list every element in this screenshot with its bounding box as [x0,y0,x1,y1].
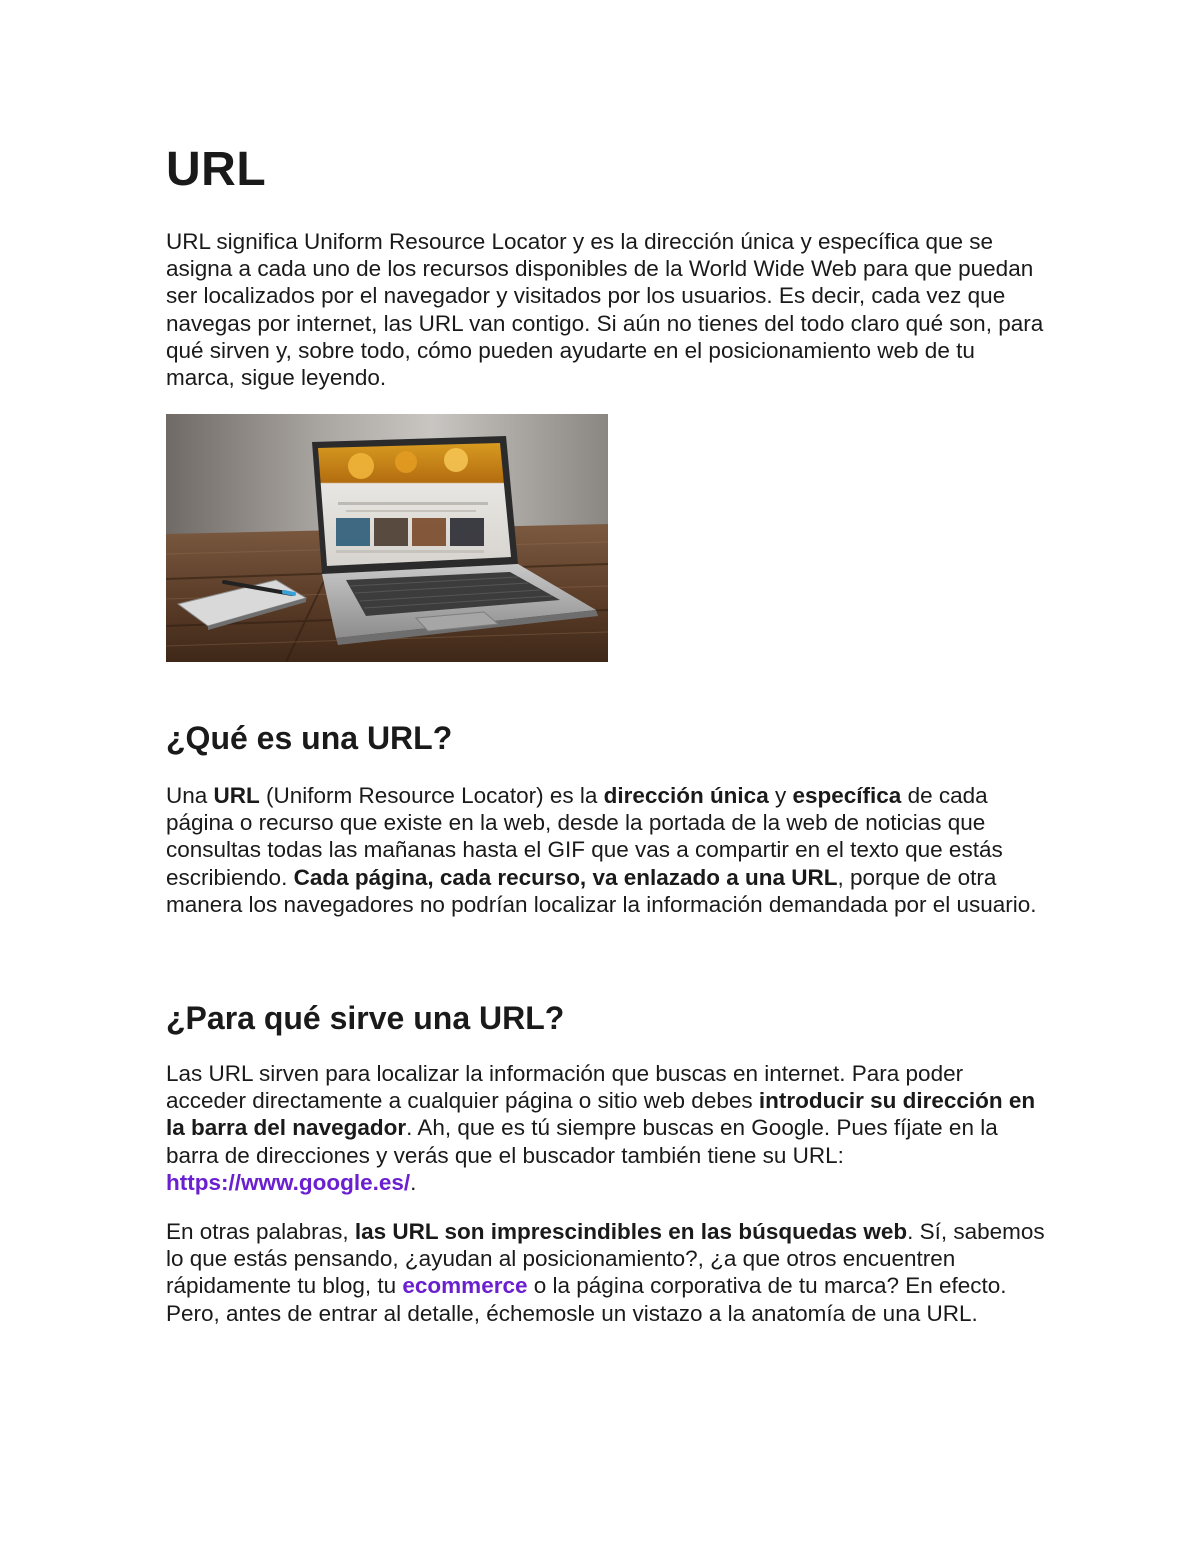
google-link[interactable]: https://www.google.es/ [166,1169,411,1195]
bold-text: las URL son imprescindibles en las búsquedas web [354,1219,908,1244]
bold-text: introducir su dirección en la barra del navegador [166,1088,1036,1141]
text-run: y [768,783,793,808]
text-run: En otras palabras, [166,1219,355,1244]
section2-paragraph-2 [166,1218,1046,1327]
text-run: o la página corporativa de tu marca? En efecto. Pero, antes de entrar al detalle, échemosle un vistazo a la anatomía de una URL. [166,1273,1007,1326]
text-run: , porque de otra manera los navegadores no podrían localizar la información demandada por el usuario. [166,864,1037,917]
ecommerce-link[interactable]: ecommerce [402,1273,528,1299]
section2-paragraph-1 [166,1060,1046,1196]
bold-text: específica [792,783,902,808]
text-run: Una [166,783,214,808]
section-heading-what-for: ¿Para qué sirve una URL? [166,1000,565,1036]
bold-text: Cada página, cada recurso, va enlazado a una URL [293,864,838,890]
text-run: (Uniform Resource Locator) es la [259,783,604,808]
text-run: de cada página o recurso que existe en la web, desde la portada de la web de noticias que consultas todas las mañanas hasta el GIF que vas a compartir en el texto que estás escribiendo. [166,783,1003,890]
text-run: . [410,1169,417,1195]
laptop-photo [166,414,608,662]
section-heading-what-is-url: ¿Qué es una URL? [166,720,453,756]
page-title: URL [166,143,267,196]
text-run: Las URL sirven para localizar la información que buscas en internet. Para poder acceder directamente a cualquier página o sitio web debes [166,1061,964,1114]
text-run: . Sí, sabemos lo que estás pensando, ¿ayudan al posicionamiento?, ¿a que otros encuentren rápidamente tu blog, tu [166,1219,1045,1299]
section1-paragraph [166,782,1046,918]
bold-text: dirección única [603,783,769,808]
text-run: . Ah, que es tú siempre buscas en Google. Pues fíjate en la barra de direcciones y verás que el buscador también tiene su URL: [166,1115,998,1168]
intro-paragraph: URL significa Uniform Resource Locator y es la dirección única y específica que se asigna a cada uno de los recursos disponibles de la World Wide Web para que puedan ser localizados por el navegador y visitados por los usuarios. Es decir, cada vez que navegas por internet, las URL van contigo. Si aún no tienes del todo claro qué son, para qué sirven y, sobre todo, cómo pueden ayudarte en el posicionamiento web de tu marca, sigue leyendo. [166,229,1044,391]
bold-text: URL [213,783,260,808]
